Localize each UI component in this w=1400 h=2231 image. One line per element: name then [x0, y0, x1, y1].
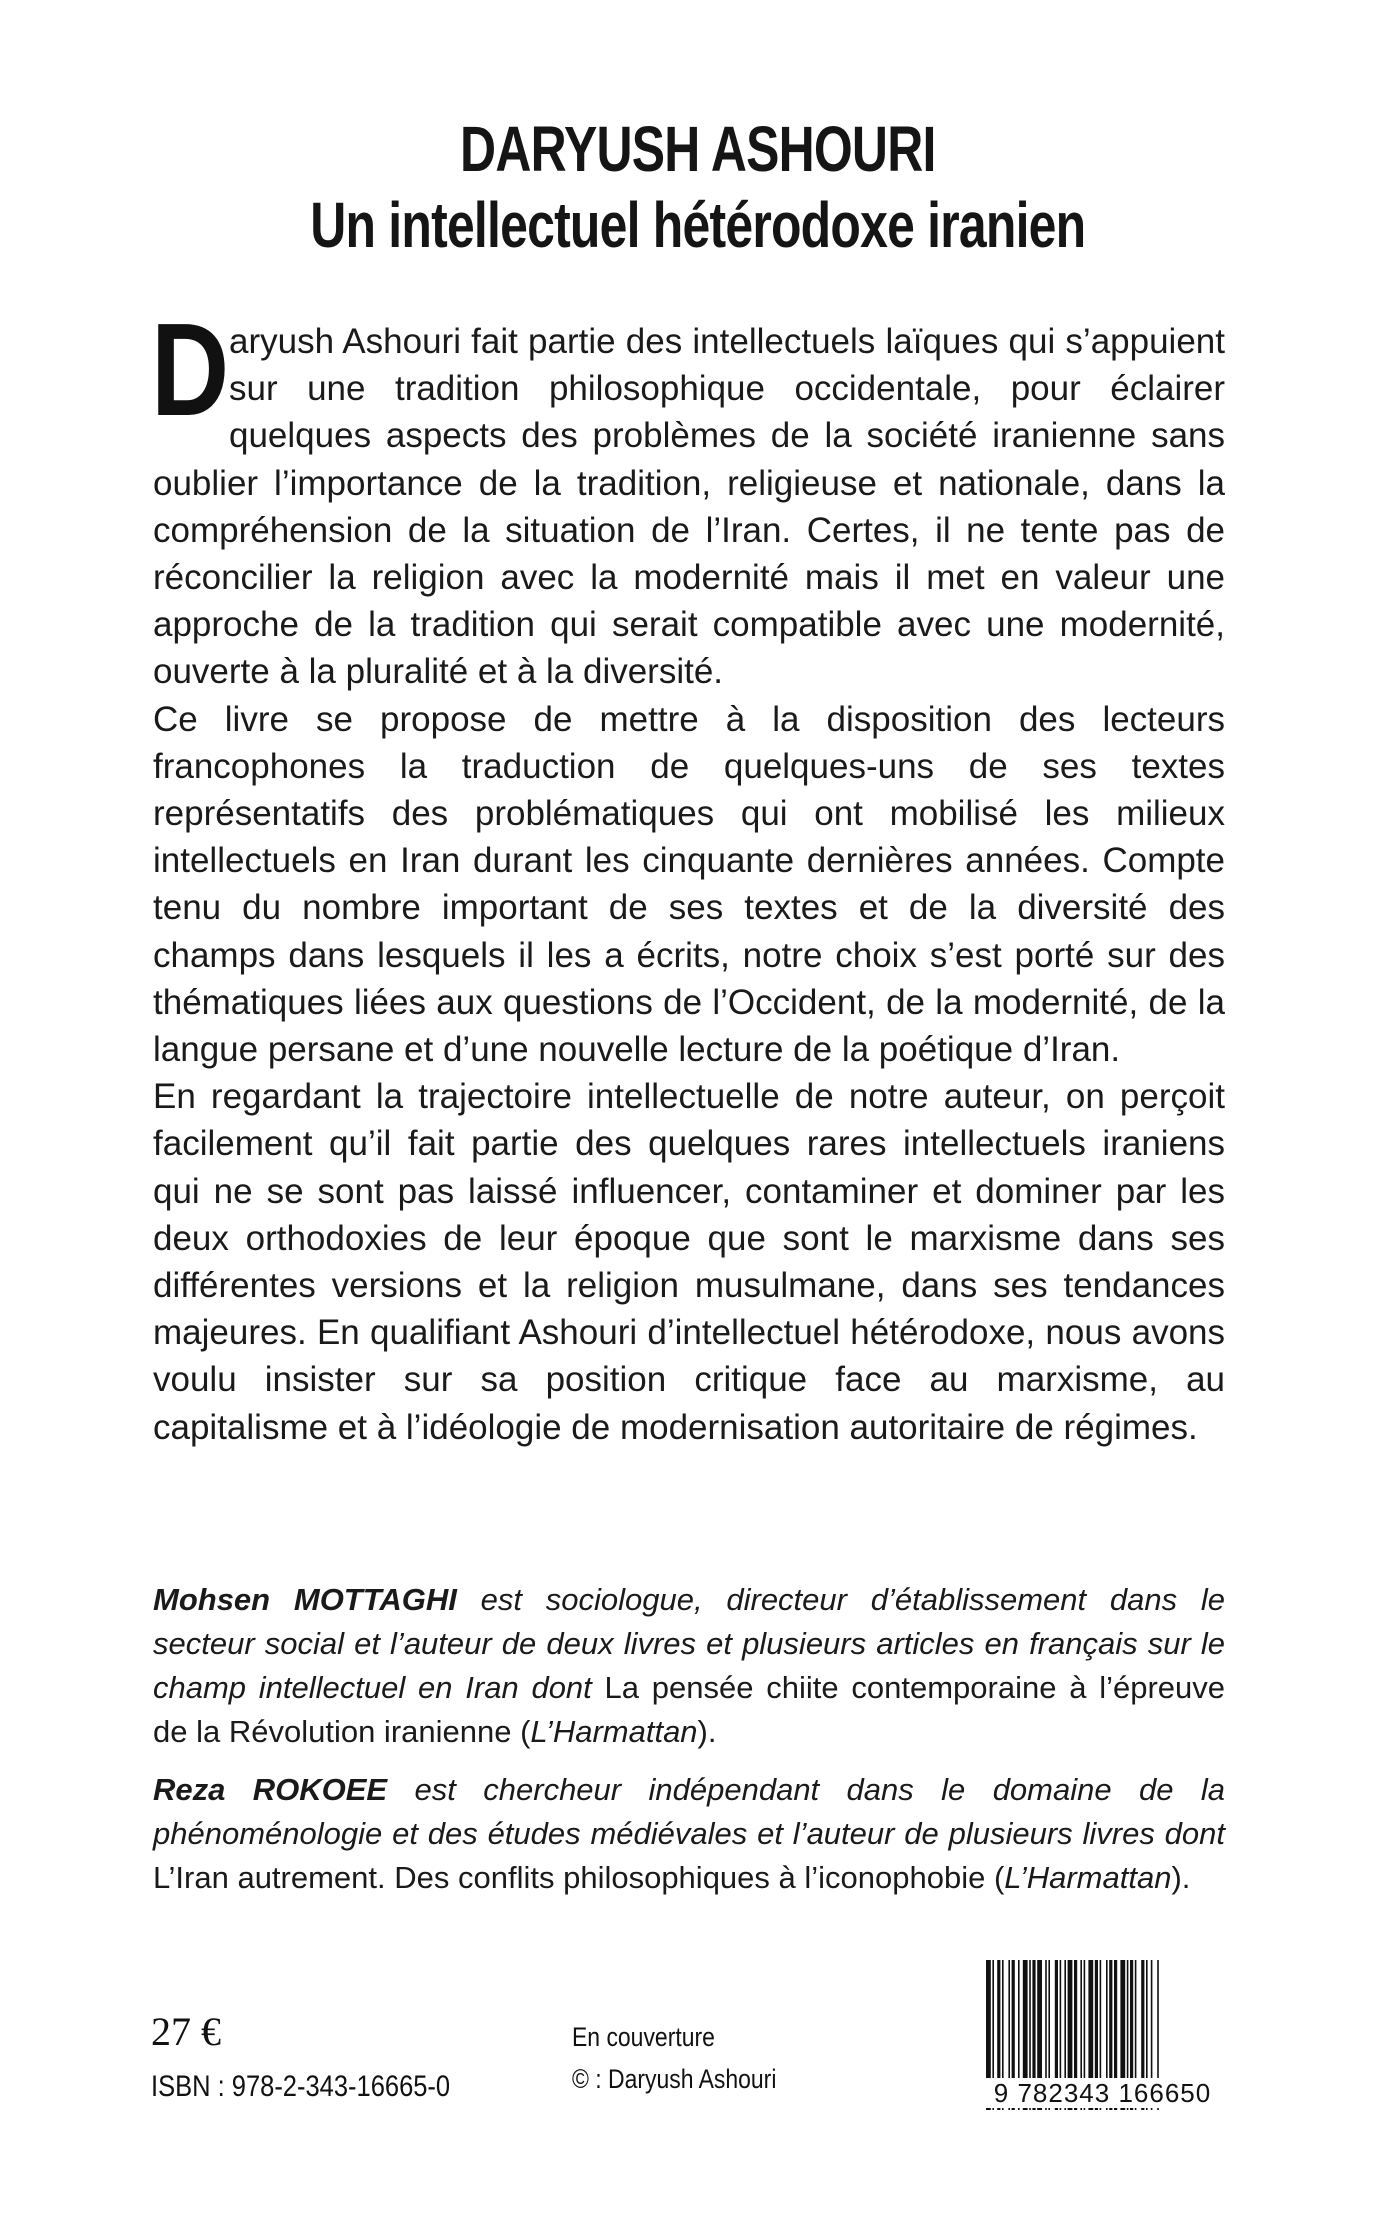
blurb	[151, 296, 1225, 1451]
bio-paren-open: (	[985, 1860, 1005, 1895]
bio-paren-close: ).	[697, 1714, 717, 1749]
blurb-paragraph-3: En regardant la trajectoire intellectuelle de notre auteur, on perçoit facilement qu’il fait partie des quelques rares intellectuels iraniens qui ne se sont pas laissé influencer, contaminer et dominer par les deux orthodoxies de leur époque que sont le marxisme dans ses différentes versions et la religion musulmane, dans ses tendances majeures. En qualifiant Ashouri d’intellectuel hétérodoxe, nous avons voulu insister sur sa position critique face au marxisme, au capitalisme et à l’idéologie de modernisation autoritaire de régimes.	[153, 1077, 1225, 1447]
bio-paren-open: (	[511, 1714, 531, 1749]
book-title-subtitle: Un intellectuel hétérodoxe iranien	[310, 189, 1086, 261]
book-title-author: DARYUSH ASHOURI	[460, 113, 936, 185]
bio-text: est chercheur indépendant dans le domaine de la phénoménologie et des études médiévales et l’auteur de plusieurs livres dont	[153, 1772, 1225, 1851]
author-bios	[153, 1578, 1225, 1914]
barcode-digits: 9 782343 166650	[980, 2078, 1225, 2108]
bio-publisher: L’Harmattan	[1004, 1860, 1172, 1895]
bio-book-title: L’Iran autrement. Des conflits philosophiques à l’iconophobie	[153, 1860, 986, 1895]
bio-paren-close: ).	[1171, 1860, 1191, 1895]
price: 27 €	[151, 2009, 221, 2054]
blurb-paragraph-1-text: aryush Ashouri fait partie des intellectuels laïques qui s’appuient sur une tradition philosophique occidentale, pour éclairer quelques aspects des problèmes de la société iranienne sans oublier l’importance de la tradition, religieuse et nationale, dans la compréhension de la situation de l’Iran. Certes, il ne tente pas de réconcilier la religion avec la modernité mais il met en valeur une approche de la tradition qui serait compatible avec une modernité, ouverte à la pluralité et à la diversité.	[153, 322, 1225, 692]
cover-credit	[572, 2016, 776, 2100]
isbn: ISBN : 978-2-343-16665-0	[151, 2070, 451, 2103]
bio-rokoee	[153, 1768, 1225, 1900]
bio-mottaghi	[153, 1578, 1225, 1754]
bio-name: Mohsen MOTTAGHI	[153, 1582, 457, 1617]
bio-text: est sociologue, directeur d’établissement dans le secteur social et l’auteur de deux livres et plusieurs articles en français sur le champ intellectuel en Iran dont	[153, 1582, 1226, 1705]
bio-book-title: La pensée chiite contemporaine à l’épreuve de la Révolution iranienne	[153, 1670, 1225, 1749]
cover-credit-label: En couverture	[572, 2022, 715, 2052]
drop-cap: D	[151, 296, 230, 443]
bio-publisher: L’Harmattan	[530, 1714, 698, 1749]
blurb-paragraph-2: Ce livre se propose de mettre à la disposition des lecteurs francophones la traduction de quelques-uns de ses textes représentatifs des problématiques qui ont mobilisé les milieux intellectuels en Iran durant les cinquante dernières années. Compte tenu du nombre important de ses textes et de la diversité des champs dans lesquels il les a écrits, notre choix s’est porté sur des thématiques liées aux questions de l’Occident, de la modernité, de la langue persane et d’une nouvelle lecture de la poétique d’Iran.	[153, 699, 1225, 1070]
bio-name: Reza ROKOEE	[153, 1772, 388, 1807]
cover-credit-copyright: © : Daryush Ashouri	[572, 2064, 777, 2094]
blurb-paragraph-1	[151, 296, 1225, 696]
